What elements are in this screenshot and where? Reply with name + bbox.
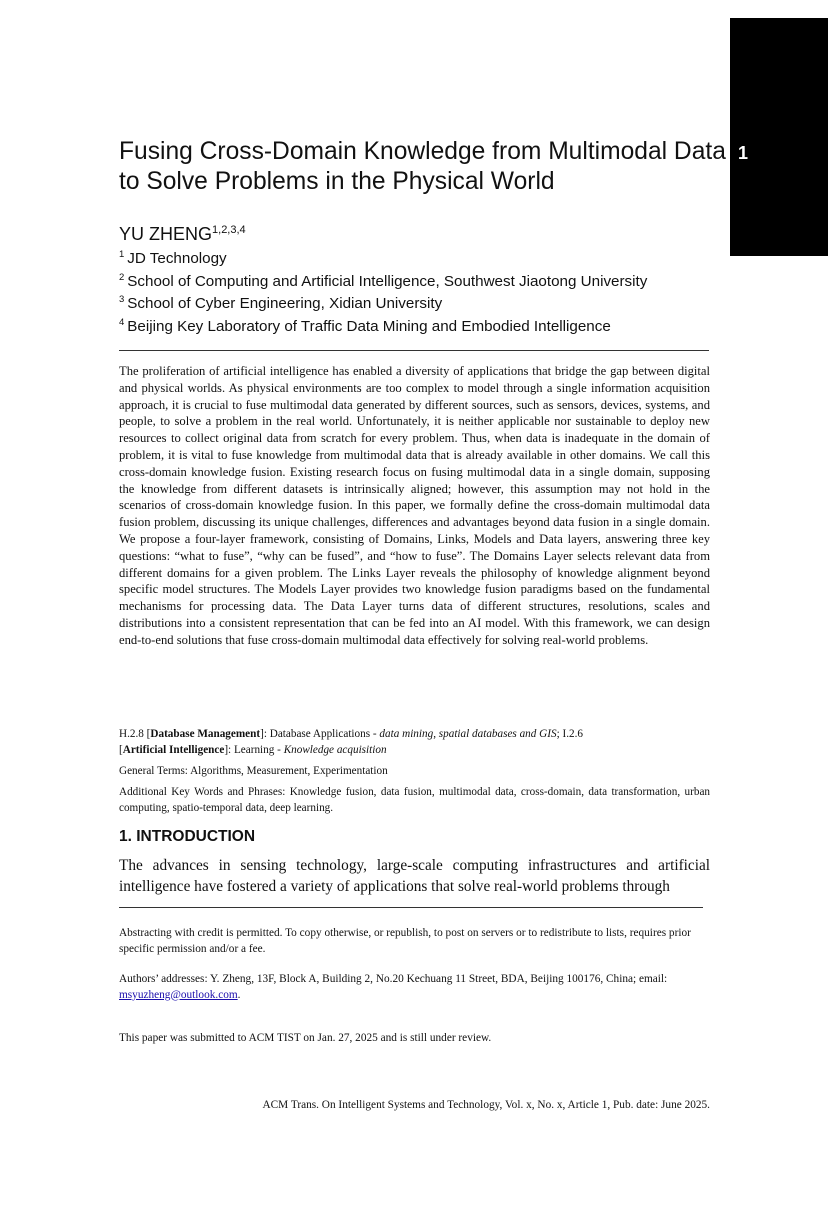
affiliation-text: School of Cyber Engineering, Xidian University xyxy=(127,295,443,313)
ccs-separator: - xyxy=(274,743,284,756)
affiliation xyxy=(119,267,719,290)
chapter-tab xyxy=(730,18,828,256)
journal-footer: ACM Trans. On Intelligent Systems and Technology, Vol. x, No. x, Article 1, Pub. date: June 2025. xyxy=(262,1099,710,1111)
affiliation xyxy=(119,244,719,267)
section-heading: 1. INTRODUCTION xyxy=(119,828,256,845)
footnote-divider xyxy=(119,907,703,908)
ccs-subcategory: Database Applications xyxy=(269,728,371,740)
affiliation xyxy=(119,312,719,335)
ccs-code: H.2.8 xyxy=(119,728,144,740)
ccs-category: Artificial Intelligence xyxy=(122,743,225,756)
ccs-category: Database Management xyxy=(150,728,261,740)
address-text: Authors’ addresses: Y. Zheng, 13F, Block A, Building 2, No.20 Kechuang 11 Street, BDA, Beijing 100176, China; email: xyxy=(119,973,668,985)
paper-title: Fusing Cross-Domain Knowledge from Multimodal Data to Solve Problems in the Physical World xyxy=(119,138,726,195)
affiliation-text: Beijing Key Laboratory of Traffic Data Mining and Embodied Intelligence xyxy=(127,317,611,335)
affiliation-text: School of Computing and Artificial Intelligence, Southwest Jiaotong University xyxy=(127,272,648,290)
ccs-subcategory: Learning xyxy=(233,743,275,756)
submission-note: This paper was submitted to ACM TIST on Jan. 27, 2025 and is still under review. xyxy=(119,1032,492,1044)
address-end: . xyxy=(237,988,241,1001)
affiliation xyxy=(119,289,719,312)
affiliation-mark: 1 xyxy=(119,249,125,260)
ccs-topic: Knowledge acquisition xyxy=(283,743,387,756)
introduction-text: The advances in sensing technology, large-scale computing infrastructures and artificial intelligence have fostered a variety of applications that solve real-world problems through xyxy=(119,857,710,895)
affiliation-mark: 4 xyxy=(119,316,125,328)
ccs-concepts: H.2.8 [Database Management]: Database Applications - data mining, spatial databases and GIS; I.2.6 [Artificial Intelligence]: Learning - Knowledge acquisition xyxy=(119,728,583,756)
email-link[interactable]: msyuzheng@outlook.com xyxy=(119,988,238,1001)
affiliation-mark: 2 xyxy=(119,271,125,283)
ccs-separator: - xyxy=(370,728,380,740)
keywords: Additional Key Words and Phrases: Knowledge fusion, data fusion, multimodal data, cross-domain, data transformation, urban computing, spatio-temporal data, deep learning. xyxy=(119,786,710,814)
abstract: The proliferation of artificial intelligence has enabled a diversity of applications that bridge the gap between digital and physical worlds. As physical environments are too complex to model through a single information acquisition approach, it is crucial to fuse multimodal data generated by different sources, such as sensors, devices, systems, and people, to solve a problem in the real world. Unfortunately, it is neither applicable nor sustainable to deploy new resources to collect original data from scratch for every problem. Thus, when data is inadequate in the domain of problem, it is vital to fuse knowledge from multimodal data that is already available in other domains. We call this cross-domain knowledge fusion. Existing research focus on fusing multimodal data in a single domain, supposing the knowledge from different datasets is intrinsically aligned; however, this assumption may not hold in the scenarios of cross-domain knowledge fusion. In this paper, we formally define the cross-domain multimodal data fusion problem, discussing its unique challenges, differences and advantages beyond data fusion in a single domain. We propose a four-layer framework, consisting of Domains, Links, Models and Data layers, answering three key questions: “what to fuse”, “why can be fused”, and “how to fuse”. The Domains Layer selects relevant data from different domains for a given problem. The Links Layer reveals the philosophy of knowledge alignment beyond specific model structures. The Models Layer provides two knowledge fusion paradigms based on the fundamental mechanisms for processing data. The Data Layer turns data of different structures, resolutions, scales and distributions into a consistent representation that can be fed into an AI model. With this framework, we can design end-to-end solutions that fuse cross-domain multimodal data effectively for solving real-world problems. xyxy=(119,364,710,647)
page-number: 1 xyxy=(738,143,749,163)
author-address xyxy=(119,972,710,1003)
general-terms: General Terms: Algorithms, Measurement, Experimentation xyxy=(119,765,388,777)
ccs-code: I.2.6 xyxy=(562,728,583,740)
affiliation-mark: 3 xyxy=(119,294,125,306)
ccs-topic: spatial databases and GIS xyxy=(438,728,557,740)
ccs-topic: data mining xyxy=(379,728,434,740)
header-divider xyxy=(119,350,709,351)
affiliation-text: JD Technology xyxy=(127,250,227,267)
author xyxy=(119,218,246,246)
author-name: YU ZHENG xyxy=(119,224,213,244)
affiliations xyxy=(119,244,719,334)
author-affiliation-marks: 1,2,3,4 xyxy=(212,224,246,236)
copyright-notice: Abstracting with credit is permitted. To copy otherwise, or republish, to post on servers or to redistribute to lists, requires prior specific permission and/or a fee. xyxy=(119,927,691,955)
